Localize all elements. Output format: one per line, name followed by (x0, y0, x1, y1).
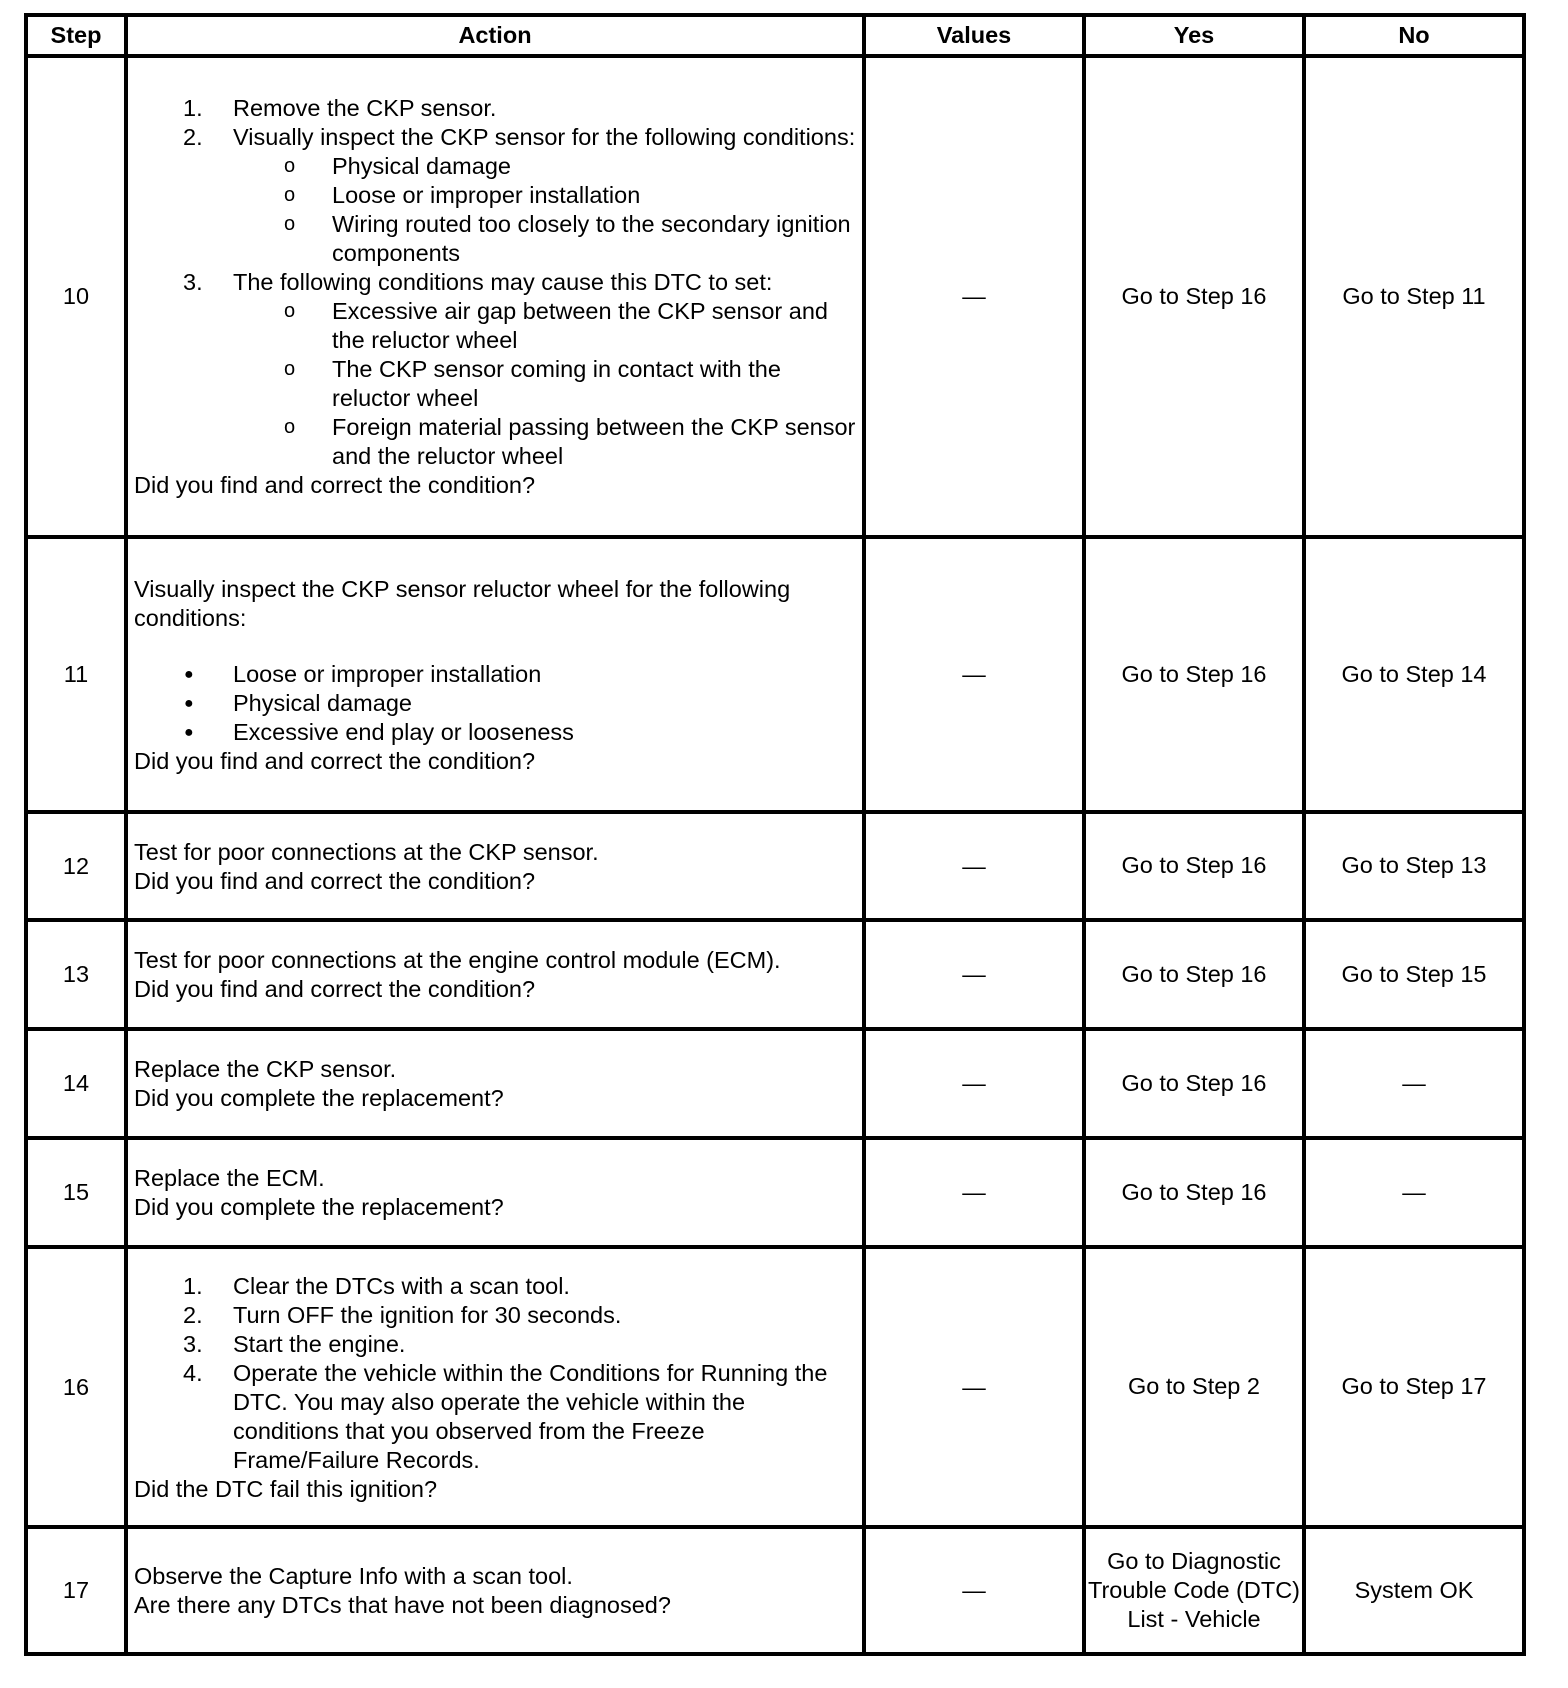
header-no: No (1304, 15, 1524, 56)
no-cell (1304, 537, 1524, 812)
step-cell: 16 (26, 1247, 126, 1527)
header-yes: Yes (1084, 15, 1304, 56)
action-question: Did you find and correct the condition? (134, 472, 536, 498)
yes-link[interactable]: Go to Step 16 (1121, 1069, 1267, 1096)
diagnostic-table (24, 13, 1526, 1656)
yes-cell (1084, 920, 1304, 1029)
action-cell (126, 56, 864, 537)
no-link[interactable]: Go to Step 13 (1341, 852, 1487, 878)
table-row (26, 1247, 1524, 1527)
no-outcome (1306, 282, 1522, 312)
yes-outcome (1086, 851, 1302, 881)
action-content (128, 573, 862, 777)
yes-cell (1084, 537, 1304, 812)
item-text: Excessive air gap between the CKP sensor and the reluctor wheel (332, 298, 828, 353)
circle-bullet-icon: o (284, 416, 296, 438)
action-question: Are there any DTCs that have not been diagnosed? (134, 1592, 671, 1618)
step-cell: 14 (26, 1029, 126, 1138)
action-instructions (134, 94, 856, 471)
no-outcome (1306, 851, 1522, 881)
circle-bullet-icon: o (284, 300, 296, 322)
action-instructions (134, 1164, 856, 1193)
step-cell: 10 (26, 56, 126, 537)
no-outcome (1306, 1069, 1522, 1099)
item-text: Clear the DTCs with a scan tool. (233, 1272, 570, 1299)
yes-link[interactable]: Go to Step 16 (1121, 960, 1267, 987)
yes-link[interactable]: Go to Step 2 (1128, 1373, 1260, 1399)
instruction-text: Replace the ECM. (134, 1165, 325, 1191)
action-instructions (134, 1562, 856, 1591)
action-instructions (134, 838, 856, 867)
item-text: Physical damage (332, 153, 511, 179)
no-link[interactable]: — (1402, 1069, 1426, 1096)
numbered-item (134, 94, 856, 123)
action-content (128, 944, 862, 1005)
item-text: Visually inspect the CKP sensor for the following conditions: (233, 124, 856, 150)
action-cell (126, 920, 864, 1029)
yes-cell (1084, 812, 1304, 920)
values-cell: — (864, 1527, 1084, 1654)
yes-outcome (1086, 960, 1302, 990)
item-text: Physical damage (233, 689, 412, 716)
yes-outcome (1086, 1178, 1302, 1208)
action-cell (126, 1247, 864, 1527)
bullet-icon: ● (184, 694, 194, 712)
bullet-item (134, 413, 856, 471)
table-row (26, 920, 1524, 1029)
action-question: Did you complete the replacement? (134, 1085, 504, 1111)
item-text: Start the engine. (233, 1330, 406, 1357)
item-number (134, 1330, 233, 1359)
item-number-label: 1. (183, 95, 203, 121)
no-outcome (1306, 1576, 1522, 1606)
action-content (128, 1162, 862, 1223)
table-row (26, 537, 1524, 812)
item-text: The following conditions may cause this DTC to set: (233, 269, 773, 295)
action-content (128, 92, 862, 501)
yes-outcome (1086, 1069, 1302, 1099)
instruction-text: Visually inspect the CKP sensor reluctor wheel for the following conditions: (134, 575, 791, 631)
yes-link[interactable]: Go to Step 16 (1121, 852, 1267, 878)
bullet-item (134, 297, 856, 355)
no-link[interactable]: Go to Step 11 (1342, 282, 1486, 309)
bullet-item (134, 718, 856, 747)
item-text: Wiring routed too closely to the secondary ignition components (332, 211, 851, 266)
circle-bullet-icon: o (284, 358, 296, 380)
item-number-label: 3. (183, 1330, 203, 1357)
no-cell (1304, 812, 1524, 920)
no-link[interactable]: — (1402, 1178, 1426, 1205)
no-outcome (1306, 1178, 1522, 1208)
circle-bullet-icon: o (284, 155, 296, 177)
yes-cell (1084, 1138, 1304, 1247)
item-text: Foreign material passing between the CKP sensor and the reluctor wheel (332, 414, 856, 469)
values-cell: — (864, 1138, 1084, 1247)
no-outcome (1306, 960, 1522, 990)
action-content (128, 836, 862, 897)
action-content (128, 1560, 862, 1621)
item-number-label: 2. (183, 124, 203, 150)
circle-bullet-icon: o (284, 184, 296, 206)
step-cell: 11 (26, 537, 126, 812)
item-number-label: 1. (183, 1272, 203, 1299)
values-cell: — (864, 812, 1084, 920)
action-question: Did the DTC fail this ignition? (134, 1475, 438, 1502)
action-cell (126, 1138, 864, 1247)
header-step: Step (26, 15, 126, 56)
no-link[interactable]: Go to Step 14 (1341, 660, 1487, 687)
item-number (134, 123, 233, 152)
values-cell: — (864, 1247, 1084, 1527)
item-number (134, 1272, 233, 1301)
item-number (134, 268, 233, 297)
action-instructions (134, 1055, 856, 1084)
no-cell (1304, 56, 1524, 537)
item-number (134, 1301, 233, 1330)
no-cell (1304, 1029, 1524, 1138)
table-row (26, 1527, 1524, 1654)
header-row (26, 15, 1524, 56)
item-number-label: 4. (183, 1359, 203, 1386)
item-text: Excessive end play or looseness (233, 718, 574, 745)
action-question: Did you find and correct the condition? (134, 747, 536, 774)
table-row (26, 812, 1524, 920)
bullet-item (134, 355, 856, 413)
yes-link[interactable]: Go to Diagnostic Trouble Code (DTC) List - Vehicle (1088, 1547, 1300, 1632)
item-text: The CKP sensor coming in contact with the reluctor wheel (332, 356, 781, 411)
item-text: Turn OFF the ignition for 30 seconds. (233, 1301, 622, 1328)
step-cell: 12 (26, 812, 126, 920)
no-cell (1304, 1247, 1524, 1527)
values-cell: — (864, 1029, 1084, 1138)
yes-link[interactable]: Go to Step 16 (1121, 1178, 1267, 1205)
no-cell (1304, 1138, 1524, 1247)
yes-link[interactable]: Go to Step 16 (1121, 660, 1267, 687)
action-question: Did you find and correct the condition? (134, 976, 536, 1002)
action-content (128, 1053, 862, 1114)
item-number (134, 94, 233, 123)
numbered-item (134, 268, 856, 297)
item-text: Remove the CKP sensor. (233, 95, 497, 121)
action-question: Did you complete the replacement? (134, 1194, 504, 1220)
no-outcome (1306, 660, 1522, 690)
action-content (128, 1270, 862, 1505)
no-link[interactable]: System OK (1354, 1576, 1474, 1603)
table-row (26, 1138, 1524, 1247)
action-cell (126, 1527, 864, 1654)
action-cell (126, 812, 864, 920)
numbered-item (134, 1272, 856, 1301)
action-cell (126, 1029, 864, 1138)
no-link[interactable]: Go to Step 15 (1341, 960, 1487, 987)
bullet-item (134, 660, 856, 689)
circle-bullet-icon: o (284, 213, 296, 235)
yes-cell (1084, 1527, 1304, 1654)
action-question: Did you find and correct the condition? (134, 867, 536, 894)
bullet-item (134, 152, 856, 181)
no-link[interactable]: Go to Step 17 (1341, 1373, 1487, 1399)
values-cell: — (864, 56, 1084, 537)
table-body (26, 56, 1524, 1654)
values-cell: — (864, 537, 1084, 812)
yes-cell (1084, 56, 1304, 537)
item-text: Operate the vehicle within the Conditions for Running the DTC. You may also operate the vehicle within the conditions that you observed from the Freeze Frame/Failure Records. (233, 1359, 828, 1473)
yes-outcome (1086, 1547, 1302, 1635)
yes-outcome (1086, 1372, 1302, 1402)
header-values: Values (864, 15, 1084, 56)
item-text: Loose or improper installation (233, 660, 542, 687)
bullet-icon: ● (184, 665, 194, 683)
instruction-text: Replace the CKP sensor. (134, 1056, 397, 1082)
instruction-text: Test for poor connections at the CKP sensor. (134, 838, 599, 865)
spacer (134, 633, 856, 660)
no-outcome (1306, 1372, 1522, 1402)
item-number (134, 1359, 233, 1475)
action-cell (126, 537, 864, 812)
table-row (26, 1029, 1524, 1138)
no-cell (1304, 920, 1524, 1029)
step-cell: 15 (26, 1138, 126, 1247)
values-cell: — (864, 920, 1084, 1029)
numbered-item (134, 1359, 856, 1475)
yes-outcome (1086, 282, 1302, 312)
yes-cell (1084, 1029, 1304, 1138)
item-number-label: 3. (183, 269, 203, 295)
action-instructions (134, 575, 856, 747)
bullet-item (134, 181, 856, 210)
numbered-item (134, 123, 856, 152)
numbered-item (134, 1301, 856, 1330)
bullet-item (134, 210, 856, 268)
step-cell: 13 (26, 920, 126, 1029)
bullet-item (134, 689, 856, 718)
yes-cell (1084, 1247, 1304, 1527)
yes-link[interactable]: Go to Step 16 (1121, 282, 1267, 309)
no-cell (1304, 1527, 1524, 1654)
bullet-icon: ● (184, 723, 194, 741)
numbered-item (134, 1330, 856, 1359)
instruction-text: Observe the Capture Info with a scan tool. (134, 1563, 573, 1589)
header-action: Action (126, 15, 864, 56)
action-instructions (134, 946, 856, 975)
instruction-text: Test for poor connections at the engine control module (ECM). (134, 947, 781, 973)
item-text: Loose or improper installation (332, 182, 641, 208)
step-cell: 17 (26, 1527, 126, 1654)
item-number-label: 2. (183, 1301, 203, 1328)
action-instructions (134, 1272, 856, 1475)
table-row (26, 56, 1524, 537)
yes-outcome (1086, 660, 1302, 690)
